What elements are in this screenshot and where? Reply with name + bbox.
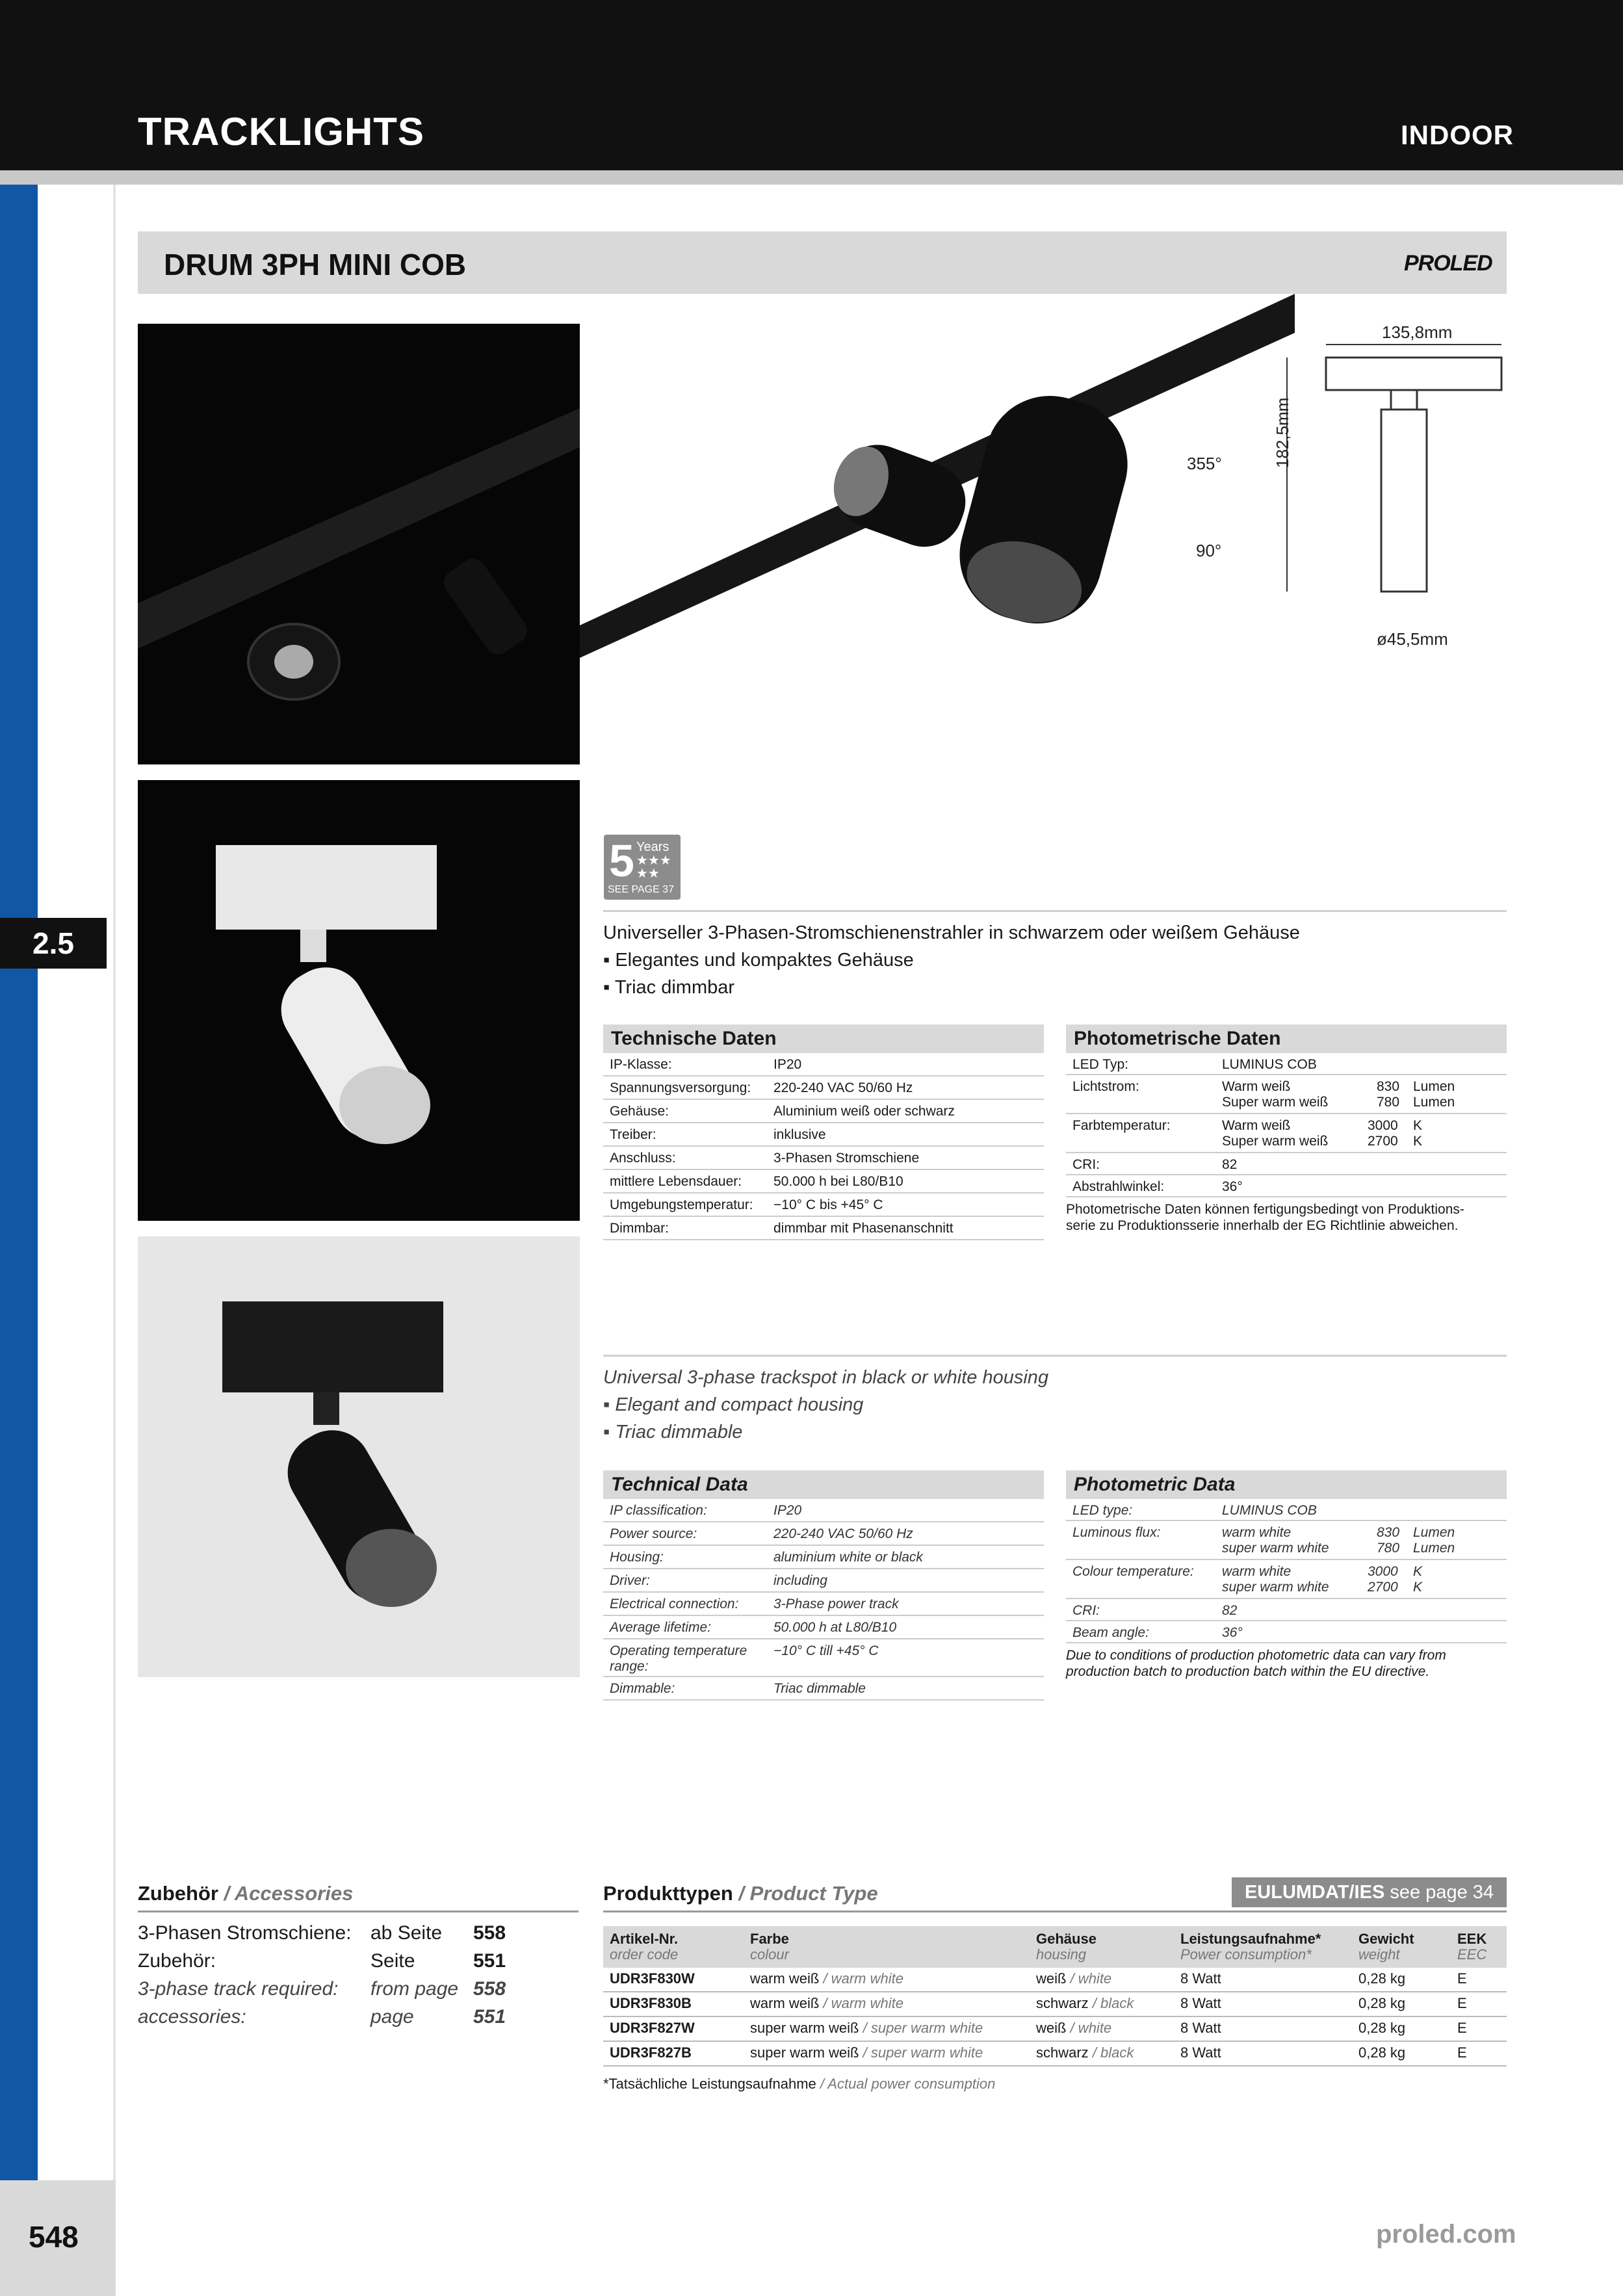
col-header [750,1931,789,1963]
table-row [1066,1521,1507,1560]
warranty-years-number: 5 [609,835,634,886]
table-row [603,1100,1044,1123]
row-value: 2700 [1368,1580,1398,1595]
item-label: accessories: [138,2006,246,2028]
table-cell [750,2017,983,2039]
cell-value: warm weiß [750,1970,820,1987]
website-link[interactable]: proled.com [1376,2220,1516,2249]
table-cell [610,2017,695,2039]
warranty-see-page: SEE PAGE 37 [608,884,674,895]
row-key: Electrical connection: [610,1597,739,1611]
page-number: 548 [29,2220,79,2254]
dimension-drawing [1274,312,1508,676]
item-label: 3-Phasen Stromschiene: [138,1922,352,1944]
cell-value-en: / black [1092,2044,1134,2061]
col-header-de: EEK [1457,1931,1487,1947]
table-cell [1358,2017,1405,2039]
cell-value: UDR3F830B [610,1995,692,2011]
intro-line: ▪ Elegantes und kompaktes Gehäuse [603,950,914,971]
row-value: LUMINUS COB [1222,1503,1317,1518]
row-value: 830 [1377,1525,1400,1540]
row-key: Dimmbar: [610,1221,669,1236]
col-header [1457,1931,1487,1963]
row-key: mittlere Lebensdauer: [610,1174,742,1189]
section-title: TRACKLIGHTS [138,110,424,153]
row-value: 3-Phasen Stromschiene [773,1151,920,1166]
table-row [603,1147,1044,1170]
cell-value-en: / warm white [823,1970,903,1987]
row-key: Beam angle: [1072,1625,1149,1640]
row-value: dimmbar mit Phasenanschnitt [773,1221,954,1236]
table-cell [1358,2042,1405,2064]
row-value: 82 [1222,1157,1238,1172]
table-row [1066,1560,1507,1599]
table-cell [1457,1968,1467,1990]
row-key: IP classification: [610,1503,707,1518]
photometric-table-en [1066,1470,1507,1691]
cell-value: UDR3F827W [610,2020,695,2036]
heading-en: / Accessories [224,1882,354,1905]
row-key: Abstrahlwinkel: [1072,1179,1165,1194]
table-row [1066,1114,1507,1153]
row-value: IP20 [773,1503,802,1518]
table-cell [610,1968,695,1990]
row-value: 830 [1377,1079,1400,1094]
row-value: inklusive [773,1127,826,1142]
row-key: Spannungsversorgung: [610,1080,751,1095]
note-line: serie zu Produktionsserie innerhalb der EG Richtlinie abweichen. [1066,1218,1459,1233]
product-types-table [603,1926,1507,2093]
cell-value: E [1457,2044,1467,2061]
cell-value: super warm weiß [750,2020,859,2036]
row-value: 82 [1222,1603,1238,1618]
table-row [603,1499,1044,1522]
dimension-height: 182,5mm [1273,397,1292,468]
row-key: Farbtemperatur: [1072,1118,1171,1133]
list-item [138,1919,578,1947]
row-value: 50.000 h bei L80/B10 [773,1174,903,1189]
divider [603,910,1507,912]
table-row [603,1123,1044,1147]
row-value: Warm weiß [1222,1118,1291,1133]
col-header [1036,1931,1097,1963]
table-row [603,1522,1044,1546]
chapter-tab: 2.5 [0,918,107,969]
row-unit: K [1413,1134,1423,1149]
row-unit: Lumen [1413,1525,1455,1540]
warranty-years-label: Years [636,840,669,854]
table-cell [750,1968,903,1990]
row-value: including [773,1573,827,1588]
row-value: aluminium white or black [773,1550,923,1565]
row-key: Lichtstrom: [1072,1079,1139,1094]
row-value: 780 [1377,1541,1400,1556]
col-header-de: Gewicht [1358,1931,1414,1947]
table-cell [1036,2017,1111,2039]
note-line: Photometrische Daten können fertigungsbedingt von Produktions- [1066,1202,1464,1217]
row-value: 50.000 h at L80/B10 [773,1620,897,1635]
item-page[interactable]: 551 [473,2006,506,2028]
row-unit: K [1413,1580,1423,1595]
row-value: 220-240 VAC 50/60 Hz [773,1080,913,1095]
row-unit: Lumen [1413,1095,1455,1110]
footnote-de: *Tatsächliche Leistungsaufnahme [603,2076,816,2092]
cell-value: 0,28 kg [1358,2020,1406,2036]
table-row [603,1992,1507,2017]
table-cell [1358,1992,1405,2015]
cell-value: E [1457,2020,1467,2036]
row-value: 3000 [1368,1564,1398,1579]
divider [603,1355,1507,1357]
item-label: Zubehör: [138,1950,216,1972]
col-header-en: EEC [1457,1946,1487,1963]
cell-value: E [1457,1995,1467,2011]
dimension-diameter: ø45,5mm [1377,629,1448,649]
col-header-en: housing [1036,1946,1087,1963]
cell-value-en: / warm white [823,1995,903,2011]
cell-value-en: / white [1070,1970,1112,1987]
cell-value: weiß [1036,1970,1067,1987]
intro-line: ▪ Elegant and compact housing [603,1394,864,1415]
table-cell [750,2042,983,2064]
side-band [0,185,38,2180]
row-value: super warm white [1222,1541,1329,1556]
table-row [1066,1599,1507,1621]
row-key: IP-Klasse: [610,1057,672,1072]
row-value: super warm white [1222,1580,1329,1595]
table-row [603,1639,1044,1677]
col-header-en: order code [610,1946,679,1963]
table-row [603,1053,1044,1076]
table-cell [1457,2042,1467,2064]
section-category: INDOOR [1401,120,1514,150]
row-value: IP20 [773,1057,802,1072]
row-key: Dimmable: [610,1681,675,1696]
table-cell [1036,2042,1134,2064]
row-value: warm white [1222,1525,1292,1540]
row-key: Average lifetime: [610,1620,712,1635]
table-row [603,1968,1507,1992]
note-line: Due to conditions of production photometric data can vary from [1066,1648,1446,1663]
product-name: DRUM 3PH MINI COB [164,248,467,281]
table-row [603,1593,1044,1616]
item-ref: page [370,2006,414,2028]
table-row [603,1170,1044,1194]
cell-value: UDR3F827B [610,2044,692,2061]
col-header-en: weight [1358,1946,1400,1963]
col-header-de: Artikel-Nr. [610,1931,679,1947]
cell-value: 8 Watt [1180,2044,1221,2061]
row-value: 36° [1222,1625,1243,1640]
item-page[interactable]: 558 [473,1978,506,2000]
dimension-width: 135,8mm [1382,322,1453,342]
row-value: −10° C till +45° C [773,1643,879,1658]
col-header-en: Power consumption* [1180,1946,1312,1963]
row-key: Umgebungstemperatur: [610,1197,753,1212]
row-value: Super warm weiß [1222,1134,1329,1149]
cell-value: UDR3F830W [610,1970,695,1987]
footnote [603,2076,1507,2093]
col-header-de: Gehäuse [1036,1931,1097,1947]
cell-value-en: / super warm white [863,2044,983,2061]
eulumdat-link[interactable] [1232,1877,1507,1907]
row-value: 3000 [1368,1118,1398,1133]
brand-logo: PROLED [1404,251,1492,276]
cell-value: super warm weiß [750,2044,859,2061]
accessories-heading [138,1882,578,1912]
row-key: Anschluss: [610,1151,676,1166]
table-row [603,1569,1044,1593]
row-unit: Lumen [1413,1541,1455,1556]
warranty-stars-icon: ★★★ ★★ [636,854,671,881]
row-key: Operating temperature range: [610,1643,747,1674]
col-header-en: colour [750,1946,789,1963]
table-cell [1180,1992,1221,2015]
photometric-note [1066,1201,1464,1234]
table-row [1066,1499,1507,1521]
col-header [610,1931,678,1963]
row-value: 3-Phase power track [773,1597,899,1611]
item-ref: Seite [370,1950,415,1972]
cell-value-en: / super warm white [863,2020,983,2036]
cell-value-en: / black [1092,1995,1134,2011]
row-value: Warm weiß [1222,1079,1291,1094]
heading-de: Zubehör [138,1882,218,1905]
row-value: 2700 [1368,1134,1398,1149]
accessories-list [138,1919,578,2031]
row-key: Luminous flux: [1072,1525,1161,1540]
rotation-vertical: 90° [1196,541,1222,560]
row-unit: Lumen [1413,1079,1455,1094]
row-value: Triac dimmable [773,1681,866,1696]
cell-value: E [1457,1970,1467,1987]
row-value: LUMINUS COB [1222,1057,1317,1072]
col-header [1180,1931,1321,1963]
side-margin [38,185,116,2180]
product-photo-track [138,324,580,764]
row-value: −10° C bis +45° C [773,1197,883,1212]
eulumdat-label: EULUMDAT/IES [1244,1882,1385,1903]
row-value: 220-240 VAC 50/60 Hz [773,1526,913,1541]
table-cell [1358,1968,1405,1990]
intro-de [603,919,1507,1001]
table-row [603,2042,1507,2067]
table-title: Photometrische Daten [1066,1024,1507,1053]
table-row [603,1616,1044,1639]
list-item [138,1947,578,1975]
table-row [1066,1175,1507,1197]
table-header [603,1926,1507,1968]
list-item [138,2003,578,2031]
intro-en [603,1364,1507,1446]
table-row [1066,1153,1507,1175]
table-row [603,1217,1044,1240]
row-key: LED Typ: [1072,1057,1128,1072]
item-ref: ab Seite [370,1922,443,1944]
cell-value-en: / white [1070,2020,1112,2036]
photometric-note [1066,1647,1446,1680]
row-key: Power source: [610,1526,697,1541]
product-photo-black [138,1236,580,1677]
row-value: 36° [1222,1179,1243,1194]
note-line: production batch to production batch within the EU directive. [1066,1664,1430,1679]
table-cell [1036,1992,1134,2015]
cell-value: 0,28 kg [1358,1995,1406,2011]
item-page[interactable]: 551 [473,1950,506,1972]
row-key: CRI: [1072,1157,1100,1172]
table-row [1066,1053,1507,1075]
table-cell [1180,2042,1221,2064]
header-divider [0,170,1623,185]
row-value: 780 [1377,1095,1400,1110]
table-cell [1457,2017,1467,2039]
intro-line: Universeller 3-Phasen-Stromschienenstrahler in schwarzem oder weißem Gehäuse [603,922,1300,943]
row-key: Housing: [610,1550,664,1565]
table-cell [610,2042,692,2064]
row-key: Colour temperature: [1072,1564,1194,1579]
tech-table-de [603,1024,1044,1246]
table-row [603,2017,1507,2042]
table-row [603,1194,1044,1217]
cell-value: 0,28 kg [1358,2044,1406,2061]
table-row [603,1076,1044,1100]
row-key: Gehäuse: [610,1104,669,1119]
item-ref: from page [370,1978,459,2000]
cell-value: schwarz [1036,1995,1089,2011]
table-cell [610,1992,692,2015]
row-key: LED type: [1072,1503,1133,1518]
col-header-de: Farbe [750,1931,789,1947]
table-row [1066,1621,1507,1643]
item-label: 3-phase track required: [138,1978,339,2000]
row-key: Driver: [610,1573,650,1588]
cell-value: 0,28 kg [1358,1970,1406,1987]
table-row [603,1677,1044,1701]
table-title: Technical Data [603,1470,1044,1499]
row-value: Aluminium weiß oder schwarz [773,1104,955,1119]
row-value: Super warm weiß [1222,1095,1329,1110]
table-cell [1457,1992,1467,2015]
row-unit: K [1413,1118,1423,1133]
tech-table-en [603,1470,1044,1711]
cell-value: weiß [1036,2020,1067,2036]
cell-value: 8 Watt [1180,2020,1221,2036]
row-key: Treiber: [610,1127,656,1142]
item-page[interactable]: 558 [473,1922,506,1944]
cell-value: 8 Watt [1180,1995,1221,2011]
heading-de: Produkttypen [603,1882,733,1905]
col-header [1358,1931,1414,1963]
table-cell [1180,1968,1221,1990]
row-value: warm white [1222,1564,1292,1579]
intro-line: ▪ Triac dimmbar [603,977,735,998]
table-row [1066,1075,1507,1114]
photometric-table-de [1066,1024,1507,1246]
table-cell [750,1992,903,2015]
product-photo-white [138,780,580,1221]
intro-line: Universal 3-phase trackspot in black or white housing [603,1367,1049,1388]
product-photo-spots [580,294,1295,658]
table-title: Technische Daten [603,1024,1044,1053]
intro-line: ▪ Triac dimmable [603,1422,743,1442]
eulumdat-see: see page 34 [1390,1882,1494,1903]
table-cell [1036,1968,1111,1990]
cell-value: 8 Watt [1180,1970,1221,1987]
col-header-de: Leistungsaufnahme* [1180,1931,1321,1947]
cell-value: schwarz [1036,2044,1089,2061]
footnote-en: / Actual power consumption [820,2076,996,2092]
table-row [603,1546,1044,1569]
list-item [138,1975,578,2003]
rotation-horizontal: 355° [1187,454,1222,473]
table-cell [1180,2017,1221,2039]
heading-en: / Product Type [738,1882,878,1905]
row-key: CRI: [1072,1603,1100,1618]
table-title: Photometric Data [1066,1470,1507,1499]
cell-value: warm weiß [750,1995,820,2011]
warranty-badge [604,835,681,900]
row-unit: K [1413,1564,1423,1579]
